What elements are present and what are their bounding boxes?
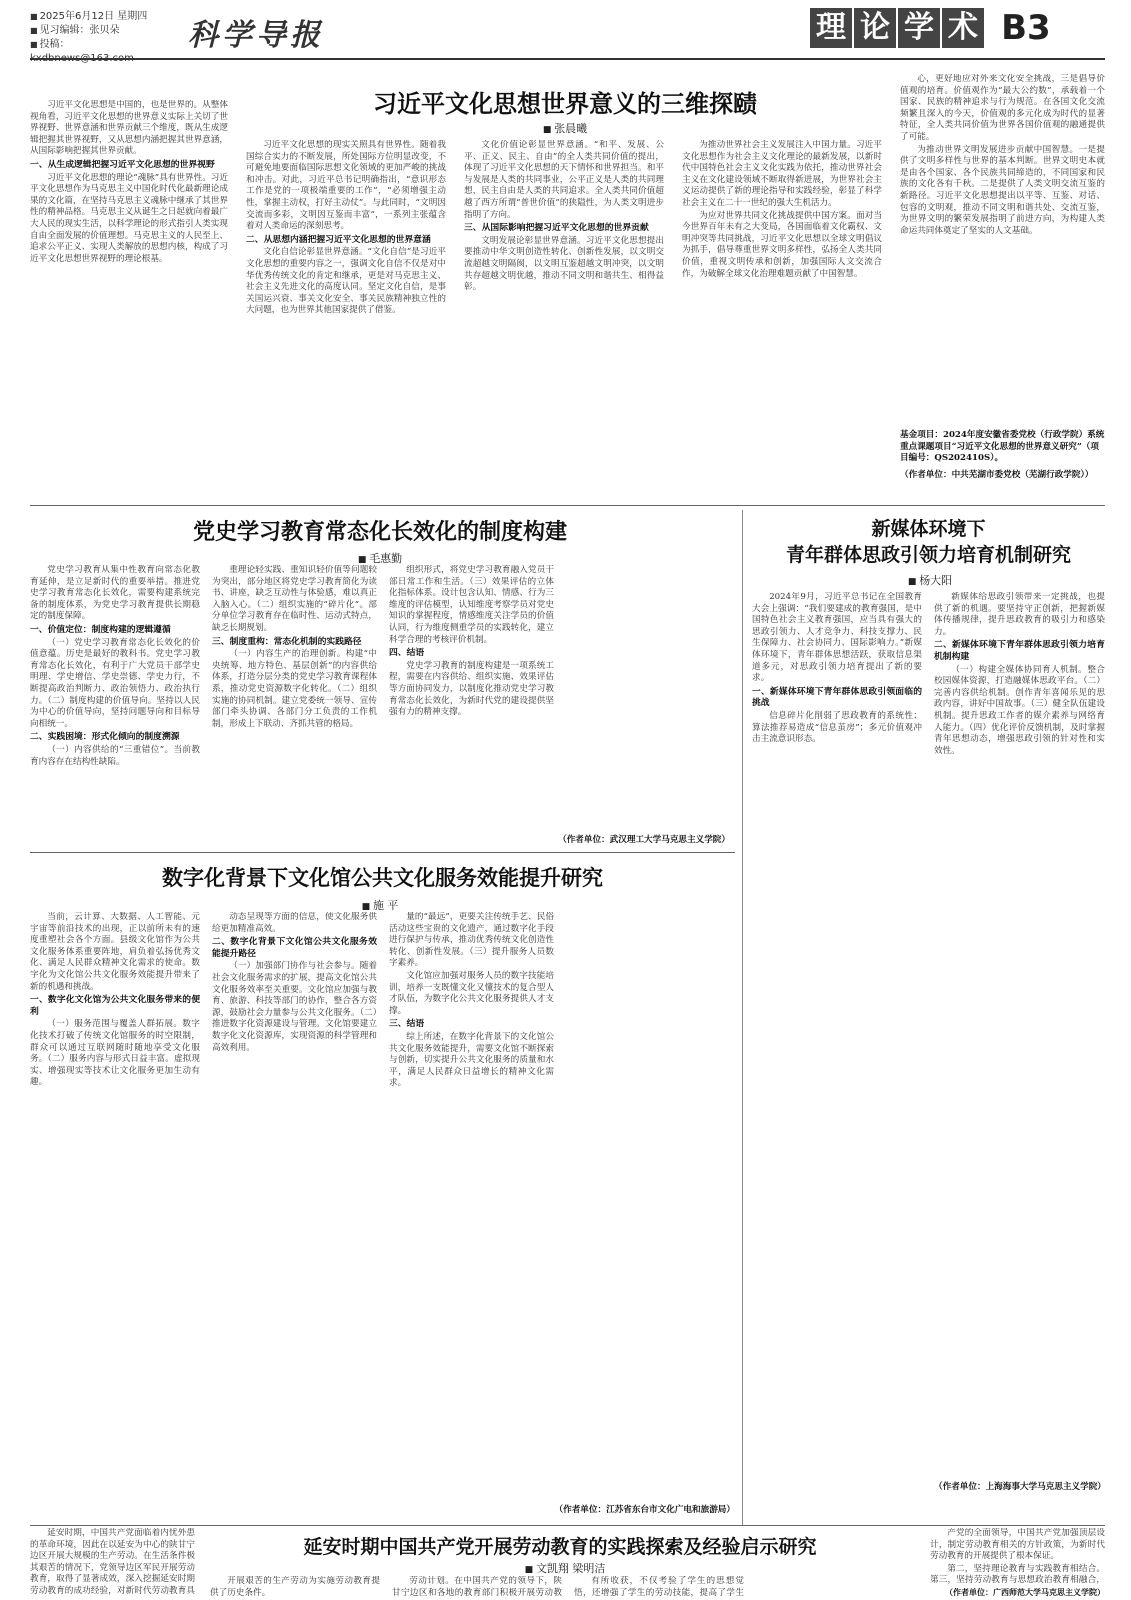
article2-column-3: 组织形式，将党史学习教育融入党员干部日常工作和生活。（三）效果评估的立体化指标体系。设计包含认知、情感、行为三维度的评估模型，认知维度考察学员对党史知识的掌握程度，情感维度关注学员的价值认同，行为维度侧重学员的实践转化，建立科学合理的考核评价机制。 四、结语 党史学习教育的制度构建是一项系统工程，需要在内容供给、组织实施、效果评估等方面协同发力，以制度化推动党史学习教育常态化长效化，为新时代党的建设提供坚强有力的精神支撑。 [389, 565, 554, 718]
article3-column-2: 动态呈现等方面的信息，使文化服务供给更加精准高效。 二、数字化背景下文化馆公共文化服务效能提升路径 （一）加强部门协作与社会参与。随着社会文化服务需求的扩展，提高文化馆公共文化服务效率至关重要。文化馆应加强与教育、旅游、科技等部门的协作，整合各方资源，鼓励社会力量参与公共文化服务。（二）推进数字化资源建设与管理。文化馆要建立数字化文化资源库，实现资源的科学管理和高效利用。 [212, 912, 377, 1053]
article2-title: 党史学习教育常态化长效化的制度构建 [192, 520, 567, 545]
article4-column-1: 2024年9月，习近平总书记在全国教育大会上强调：“我们要建成的教育强国，是中国特色社会主义教育强国，应当具有强大的思政引领力、人才竞争力、科技支撑力、民生保障力、社会协同力、国际影响力。”新媒体环境下，青年群体思想活跃，获取信息渠道多元，对思政引领力培育提出了新的要求。 一、新媒体环境下青年群体思政引领面临的挑战 信息碎片化削弱了思政教育的系统性；算法推荐易造成“信息茧房”；多元价值观冲击主流意识形态。 [752, 592, 922, 745]
article5-column-5: 产党的全面领导，中国共产党加强顶层设计，制定劳动教育相关的方针政策，为新时代劳动教育的开展提供了根本保证。 第二，坚持理论教育与实践教育相结合。第三，坚持劳动教育与思想政治教育相融合， [930, 1528, 1105, 1586]
article4-author: ■ 杨大阳 [820, 572, 1040, 588]
article2-byline: （作者单位：武汉理工大学马克思主义学院） [558, 835, 730, 845]
article2-author: ■ 毛惠勤 [280, 550, 480, 566]
section-char-4: 术 [942, 8, 984, 48]
section-header [810, 8, 1110, 58]
article1-column-3: 文化价值论彰显世界意涵。“和平、发展、公平、正义、民主、自由”的全人类共同价值的提出，体现了习近平文化思想的天下情怀和世界担当。和平与发展是人类的共同事业，公平正义是人类的共同理想，民主自由是人类的共同追求。全人类共同价值超越了西方所谓“普世价值”的狭隘性，为人类文明进步指明了方向。 三、从国际影响把握习近平文化思想的世界贡献 文明发展论彰显世界意涵。习近平文化思想提出要推动中华文明创造性转化、创新性发展，以文明交流超越文明隔阂，以文明互鉴超越文明冲突，以文明共存超越文明优越，推动不同文明和谐共生、相得益彰。 [464, 140, 664, 293]
article4-byline: （作者单位：上海海事大学马克思主义学院） [934, 1482, 1106, 1492]
article2-column-1: 党史学习教育从集中性教育向常态化教育延伸，是立足新时代的重要举措。推进党史学习教育常态化长效化，需要构建系统完备的制度体系，为党史学习教育提供长期稳定的制度保障。 一、价值定位：制度构建的逻辑遵循 （一）党史学习教育常态化长效化的价值意蕴。历史是最好的教科书。党史学习教育常态化长效化，有利于广大党员干部学史明理、学史增信、学史崇德、学史力行，不断提高政治判断力、政治领悟力、政治执行力。（二）制度构建的价值导向。坚持以人民为中心的价值导向，坚持问题导向和目标导向相统一。 二、实践困境：形式化倾向的制度溯源 （一）内容供给的“三重错位”。当前教育内容存在结构性缺陷。 [30, 565, 200, 767]
editor-line: ■ 见习编辑：张贝朵 [30, 24, 160, 38]
divider-2 [30, 852, 735, 853]
column-divider [742, 510, 743, 1525]
article3-column-3: 量的“最远”，更要关注传统手艺、民俗活动这些宝贵的文化遗产，通过数字化手段进行保护与传承，推动优秀传统文化创造性转化、创新性发展。（三）提升服务人员数字素养。 文化馆应加强对服务人员的数字技能培训，培养一支既懂文化又懂技术的复合型人才队伍，为数字化公共文化服务提供人才支撑。 三、结语 综上所述，在数字化背景下的文化馆公共文化服务效能提升，需要文化馆不断探索与创新，切实提升公共文化服务的质量和水平，满足人民群众日益增长的精神文化需求。 [389, 912, 554, 1089]
article1-title: 习近平文化思想世界意义的三维探赜 [373, 90, 757, 118]
article1-column-2: 习近平文化思想的现实关照具有世界性。随着我国综合实力的不断发展，所处国际方位明显改变，不可避免地要面临国际思想文化领域的更加严峻的挑战和冲击。对此，习近平总书记明确指出，“意识形态工作是党的一项极端重要的工作”，“必须增强主动性，掌握主动权，打好主动仗”。与此同时，“文明因交流而多彩，文明因互鉴而丰富”，一系列主张蕴含着对人类命运的深刻思考。 二、从思想内涵把握习近平文化思想的世界意涵 文化自信论彰显世界意涵。“文化自信”是习近平文化思想的重要内容之一，强调文化自信不仅是对中华优秀传统文化的肯定和继承，更是对马克思主义、社会主义先进文化的高度认同。坚定文化自信，是事关国运兴衰、事关文化安全、事关民族精神独立性的大问题，也为世界其他国家提供了借鉴。 [246, 140, 446, 316]
article5-column-4: 有所收获，不仅考验了学生的思想觉悟，还增强了学生的劳动技能，提高了学生 [574, 1576, 744, 1598]
article2-column-2: 重理论轻实践、重知识轻价值等问题较为突出，部分地区将党史学习教育简化为读书、讲座，缺乏互动性与体验感，难以真正入脑入心。（二）组织实施的“碎片化”。部分单位学习教育存在临时性、运动式特点，缺乏长期规划。 三、制度重构：常态化机制的实践路径 （一）内容生产的治理创新。构建“中央统筹、地方特色、基层创新”的内容供给体系，打造分层分类的党史学习教育课程体系，推动党史资源数字化转化。（二）组织实施的协同机制。建立党委统一领导、宣传部门牵头协调、各部门分工负责的工作机制，形成上下联动、齐抓共管的格局。 [212, 565, 377, 729]
page-number: B3 [1001, 8, 1051, 48]
article3-byline: （作者单位：江苏省东台市文化广电和旅游局） [554, 1505, 735, 1515]
article1-column-5: 心，更好地应对外来文化安全挑战，三是倡导价值观的培育。价值观作为“最大公约数”，承载着一个国家、民族的精神追求与行为规范。在各国文化交流频繁且深入的今天，价值观的多元化成为时代的显著特征，全人类共同价值为世界各国价值观的融通提供了可能。 为推动世界文明发展进步贡献中国智慧。一是提供了文明多样性与世界的基本判断。世界文明史本就是由各个国家、各个民族共同缔造的，不同国家和民族的文化各有千秋。二是提供了人类文明交流互鉴的新路径。习近平文化思想提出以平等、互鉴、对话、包容的文明观，推动不同文明和谐共处、交流互鉴，为世界文明的繁荣发展指明了前进方向，为构建人类命运共同体奠定了坚实的人文基础。 [900, 74, 1105, 236]
article3-title: 数字化背景下文化馆公共文化服务效能提升研究 [162, 866, 603, 890]
article4-column-2: 新媒体给思政引领带来一定挑战，也提供了新的机遇。要坚持守正创新，把握新媒体传播规律，提升思政教育的吸引力和感染力。 二、新媒体环境下青年群体思政引领力培育机制构建 （一）构建全媒体协同育人机制。整合校园媒体资源，打造融媒体思政平台。（二）完善内容供给机制。创作青年喜闻乐见的思政内容，讲好中国故事。（三）健全队伍建设机制。提升思政工作者的媒介素养与网络育人能力。（四）优化评价反馈机制，及时掌握青年思想动态，增强思政引领的针对性和实效性。 [934, 592, 1105, 756]
article1-author: ■ 张晨曦 [430, 120, 700, 136]
article5-title: 延安时期中国共产党开展劳动教育的实践探索及经验启示研究 [303, 1536, 817, 1558]
divider-3 [30, 1525, 1105, 1526]
divider-1 [30, 505, 1105, 506]
article3-author: ■ 施 平 [290, 897, 470, 913]
article4-title-line-2: 青年群体思政引领力培育机制研究 [785, 544, 1071, 566]
article1-byline: （作者单位：中共芜湖市委党校（芜湖行政学院）） [900, 470, 1094, 480]
submission-email: ■ 投稿： [30, 38, 160, 66]
article1-column-4: 为推动世界社会主义发展注入中国力量。习近平文化思想作为社会主义文化理论的最新发展，以新时代中国特色社会主义文化实践为依托，推动世界社会主义在文化建设领域不断取得新进展，为世界社会主义运动提供了新的理论指导和实践经验，彰显了科学社会主义在二十一世纪的强大生机活力。 为应对世界共同文化挑战提供中国方案。面对当今世界百年未有之大变局，各国面临着文化霸权、文明冲突等共同挑战，习近平文化思想以全球文明倡议为抓手，倡导尊重世界文明多样性，弘扬全人类共同价值，重视文明传承和创新，加强国际人文交流合作，为破解全球文化治理难题贡献了中国智慧。 [682, 140, 882, 279]
section-char-3: 学 [898, 8, 940, 48]
section-char-2: 论 [854, 8, 896, 48]
article5-byline: （作者单位：广西师范大学马克思主义学院） [945, 1587, 1105, 1597]
header-rule [30, 58, 1105, 60]
article4-title-line-1: 新媒体环境下 [871, 518, 986, 540]
section-char-1: 理 [810, 8, 852, 48]
article5-column-2: 开展艰苦的生产劳动为实施劳动教育提供了历史条件。 [210, 1576, 380, 1598]
article5-column-3: 劳动计划。在中国共产党的领导下，陕甘宁边区和各地的教育部门积极开展劳动教 [392, 1576, 562, 1598]
issue-date: ■ 2025年6月12日 星期四 [30, 10, 160, 24]
newspaper-logo: 科学导报 [188, 18, 324, 53]
article5-column-1: 延安时期，中国共产党面临着内忧外患的革命环境，因此在以延安为中心的陕甘宁边区开展大规模的生产劳动。在生活条件极其艰苦的情况下，党领导边区军民开展劳动教育，取得了显著成效，深入挖掘延安时期劳动教育的成功经验，对新时代劳动教育具 [30, 1528, 195, 1596]
article1-fund-note: 基金项目：2024年度安徽省委党校（行政学院）系统重点课题项目“习近平文化思想的世界意义研究”（项目编号：QS202410S）。 [900, 430, 1105, 464]
article5-authors: ■ 文凯翔 梁明洁 [440, 1560, 690, 1576]
article3-column-1: 当前，云计算、大数据、人工智能、元宇宙等前沿技术的出现，正以前所未有的速度重塑社会各个方面。县级文化馆作为公共文化服务体系重要阵地，肩负着弘扬优秀文化、满足人民群众精神文化需求的使命。数字化为文化馆公共文化服务效能提升带来了新的机遇和挑战。 一、数字化文化馆为公共文化服务带来的便利 （一）服务范围与覆盖人群拓展。数字化技术打破了传统文化馆服务的时空限制，群众可以通过互联网随时随地享受文化服务。（二）服务内容与形式日益丰富。虚拟现实、增强现实等技术让文化服务更加生动有趣。 [30, 912, 200, 1088]
article1-column-1: 习近平文化思想是中国的，也是世界的。从整体视角看，习近平文化思想的世界意义实际上关切了世界视野、世界意涵和世界贡献三个维度，既从生成逻辑把握其世界视野，又从思想内涵把握其世界意涵，从国际影响把握其世界贡献。 一、从生成逻辑把握习近平文化思想的世界视野 习近平文化思想的理论“魂脉”具有世界性。习近平文化思想作为马克思主义中国化时代化最新理论成果的文化篇，在坚持马克思主义魂脉中继承了其世界性的精神品格。马克思主义从诞生之日起就向着最广大人民的现实生活，以科学理论的形式指引人类实现自由全面发展的价值理想。马克思主义的人民至上、追求公平正义、实现人类解放的思想内核，构成了习近平文化思想世界视野的理论根基。 [30, 100, 228, 264]
